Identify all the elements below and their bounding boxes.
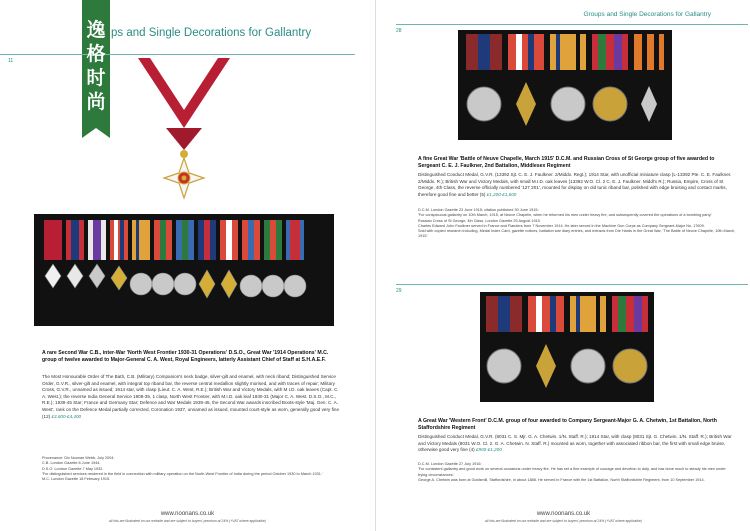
lot-notes: D.C.M. London Gazette 23 June 1915; citation published 30 June 1915: 'For conspicuous gallantry on 10th March, 1915, at Neuve Chapelle, when he reformed his men under heavy fire, and subsequently covered the operations of a bombing party.' Russian Cross of St George, 4th Class, London Gazette 25 August 1915. Charles Edward John Faulkner served in France and Flanders from 7 November 1914. He later served in the Machine Gun Corps as Company Sergeant-Major No. 17609. Sold with copied research including, Medal Index Card, gazette notices, battalion war diary entries, and extracts from Die Hards in the Great War, 'The Battle of Neuve Chapelle, 10th March, 1915.' — [418, 208, 736, 239]
medal-group-photo-lot29 — [480, 292, 654, 402]
lot-separator-rule — [396, 284, 748, 285]
lot-estimate: £1,200-£1,600 — [486, 191, 517, 197]
lot-title: A Great War 'Western Front' D.C.M. group of four awarded to Company Sergeant-Major G. A. Chetwin, 1st Battalion, North Staffordshire Regiment — [418, 418, 717, 431]
lot-number: 28 — [396, 28, 402, 34]
lot-description: Distinguished Conduct Medal, G.V.R. (13392 Sjt. C. E. J. Faulkner. 2/Middx. Regt.); 1914 Star, with unofficial miniature clasp (L-13392 Pte. C. E. Faulkner. 2/Middx. R.); British War and Victory Medals, with small M.I.D. oak leaves (13392 W.O. Cl. 2 C. E. J. Faulkner. Middl'x R.); Russia, Empire, Cross of St George, 4th Class, the reverse officially numbered '127 201', mounted for display on old tunic riband bar, polished with edge bruising and contact marks, therefore good fine and better (5) £1,200-£1,600 — [418, 172, 732, 197]
footer-url[interactable]: www.noonans.co.uk — [160, 511, 215, 517]
lot-estimate: £900-£1,200 — [475, 447, 502, 453]
lot-number: 29 — [396, 288, 402, 294]
watermark-banner-text: 逸 格 时 尚 — [86, 19, 106, 113]
footer-note: all lots are illustrated on our website and are subject to buyers' premium at 24% (+VAT where applicable) — [485, 519, 642, 523]
lot-title: A rare Second War C.B., inter-War 'North West Frontier 1930-31 Operations' D.S.O., Great War '1914 Operations' M.C. group of twelve awarded to Major-General C. A. West, Royal Engineers, latterly Assistant Chief of Staff at S.H.A.E.F. — [42, 350, 329, 363]
lot-estimate: £3,600-£4,400 — [51, 413, 82, 419]
neck-badge-photo — [128, 58, 240, 208]
header-rule — [0, 54, 355, 55]
lot-notes: Provenance: Dix Noonan Webb, July 2004. C.B. London Gazette 8 June 1944. D.S.O. London Gazette 7 May 1932. 'For distinguished services rendered in the field in connection with military operation on the North-West Frontier of India during the period October 1930 to March 1931.' M.C. London Gazette 18 February 1915. — [42, 456, 323, 482]
medal-group-photo — [34, 214, 334, 326]
lot-description: The Most Honourable Order of The Bath, C.B. (Military) Companion's neck badge, silver-gilt and enamel, with neck riband; Distinguished Service Order, G.V.R., silver-gilt and enamel, with integral top riband bar, the reverse central medallion slightly morised, and with traces of repair; Military Cross, G.V.R., unnamed as issued; 1914 star, with clasp (Lieut. C. A. West, R.E.); British War and Victory Medals, with M.I.D. oak leaves (Capt. C. A. West.); the reverse India General Service 1908-35, 1 clasp, North West Frontier, with M.I.D. oak leaf 1930-31 (Major C. A. West. D.S.O., M.C., R.E.); 1939-45 Star; France and Germany Star; Defence and War Medals 1939-45, the Second War awards inscribed Boots-style 'Maj. Gen. C. A. West', rank on the Defence Medal partially corrected, Coronation 1937, unnamed as issued, mounted court-style as worn, generally good very fine (12) £3,600-£4,400 — [42, 374, 339, 419]
right-page — [375, 0, 750, 531]
lot-notes: D.C.M. London Gazette 27 July 1916: 'For consistent gallantry and good work on several occasions under heavy fire. He has set a fine example of courage and devotion to duty, and has done much to steady his men under trying circumstances.' George A. Chetwin was born at Goldsmill, Staffordshire, in about 1888. He served in France with the 1st Battalion, North Staffordshire Regiment, from 10 September 1914. — [418, 462, 726, 482]
lot-number: 11 — [8, 58, 14, 64]
medal-group-photo-lot28 — [458, 30, 672, 140]
page-title: Groups and Single Decorations for Gallantry — [583, 11, 711, 18]
lot-title: A fine Great War 'Battle of Neuve Chapelle, March 1915' D.C.M. and Russian Cross of St George group of five awarded to Sergeant C. E. J. Faulkner, 2nd Battalion, Middlesex Regiment — [418, 156, 715, 169]
header-rule — [396, 24, 748, 25]
footer-note: all lots are illustrated on our website and are subject to buyers' premium at 24% (+VAT where applicable) — [109, 519, 266, 523]
lot-description: Distinguished Conduct Medal, G.V.R. (8031 C. S. Mjr. G. A. Chetwin. 1/N. Staff. R.); 1914 Star, with clasp (8031 Sjt. G. Chetwin. 1/N. Staff. R.); British War and Victory Medals (8031 W.O. Cl. 2. G. A. Chetwin. N. Staff. R.) mounted as worn, together with associated ribbon bar, the first with small edge bruise, otherwise good very fine (4) £900-£1,200 — [418, 434, 732, 453]
footer-url[interactable]: www.noonans.co.uk — [536, 511, 591, 517]
page-title: ps and Single Decorations for Gallantry — [111, 27, 312, 39]
